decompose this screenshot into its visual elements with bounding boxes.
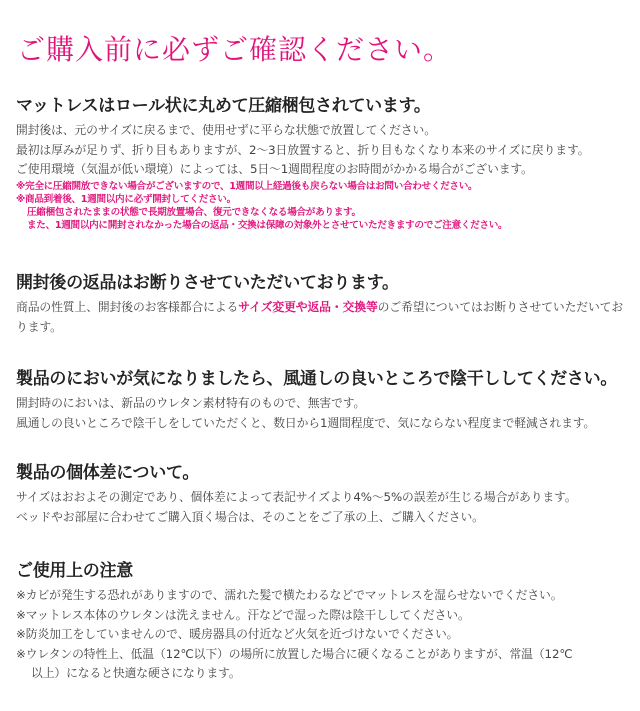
section-compression-packing [16,95,628,232]
warning-note: ※完全に圧縮開放できない場合がございますので、1週間以上経過後も戻らない場合はお問い合わせください。 [16,180,478,192]
body-line: ※防炎加工をしていませんので、暖房器具の付近など火気を近づけないでください。 [16,627,459,641]
section-odor [16,368,628,433]
body-line: サイズはおおよその測定であり、個体差によって表記サイズより4%～5%の誤差が生じる場合があります。 [16,490,577,504]
body-line: ※ウレタンの特性上、低温（12℃以下）の場所に放置した場合に硬くなることがありますが、常温（12℃ [16,646,573,661]
body-line: 最初は厚みが足りず、折り目もありますが、2～3日放置すると、折り目もなくなり本来のサイズに戻ります。 [16,142,590,157]
body-line: ※マットレス本体のウレタンは洗えません。汗などで湿った際は陰干ししてください。 [16,607,470,622]
section-usage-precautions [16,560,628,684]
body-paragraph [16,298,628,337]
warning-note: 圧縮梱包されたままの状態で長期放置場合、復元できなくなる場合があります。 [27,206,361,218]
body-text: のご希望についてはお断りさせていただいております。 [16,300,624,334]
section-heading: 開封後の返品はお断りさせていただいております。 [16,273,399,293]
page-title: ご購入前に必ずご確認ください。 [17,33,453,66]
section-heading: 製品の個体差について。 [16,463,200,483]
body-line: ご使用環境（気温が低い環境）によっては、5日～1週間程度のお時間がかかる場合がございます。 [16,162,533,176]
body-line: ベッドやお部屋に合わせてご購入頂く場合は、そのことをご了承の上、ご購入ください。 [16,509,484,524]
section-heading: 製品のにおいが気になりましたら、風通しの良いところで陰干ししてください。 [16,369,618,389]
highlight-text: サイズ変更や返品・交換等 [238,300,378,314]
section-heading: ご使用上の注意 [16,561,133,581]
body-line: ※カビが発生する恐れがありますので、濡れた髪で横たわるなどでマットレスを湿らせないでください。 [16,588,563,602]
body-line: 開封後は、元のサイズに戻るまで、使用せずに平らな状態で放置してください。 [16,123,436,137]
warning-note: ※商品到着後、1週間以内に必ず開封してください。 [16,193,236,205]
body-line: 開封時のにおいは、新品のウレタン素材特有のもので、無害です。 [16,396,366,410]
section-individual-differences [16,462,628,527]
body-line: 以上）になると快適な硬さになります。 [31,666,241,680]
section-no-returns [16,272,628,337]
warning-note: また、1週間以内に開封されなかった場合の返品・交換は保障の対象外とさせていただきますのでご注意ください。 [27,219,508,231]
body-text: 商品の性質上、開封後のお客様都合による [16,300,239,314]
section-heading: マットレスはロール状に丸めて圧縮梱包されています。 [16,96,431,116]
body-line: 風通しの良いところで陰干しをしていただくと、数日から1週間程度で、気にならない程度まで軽減されます。 [16,415,596,430]
